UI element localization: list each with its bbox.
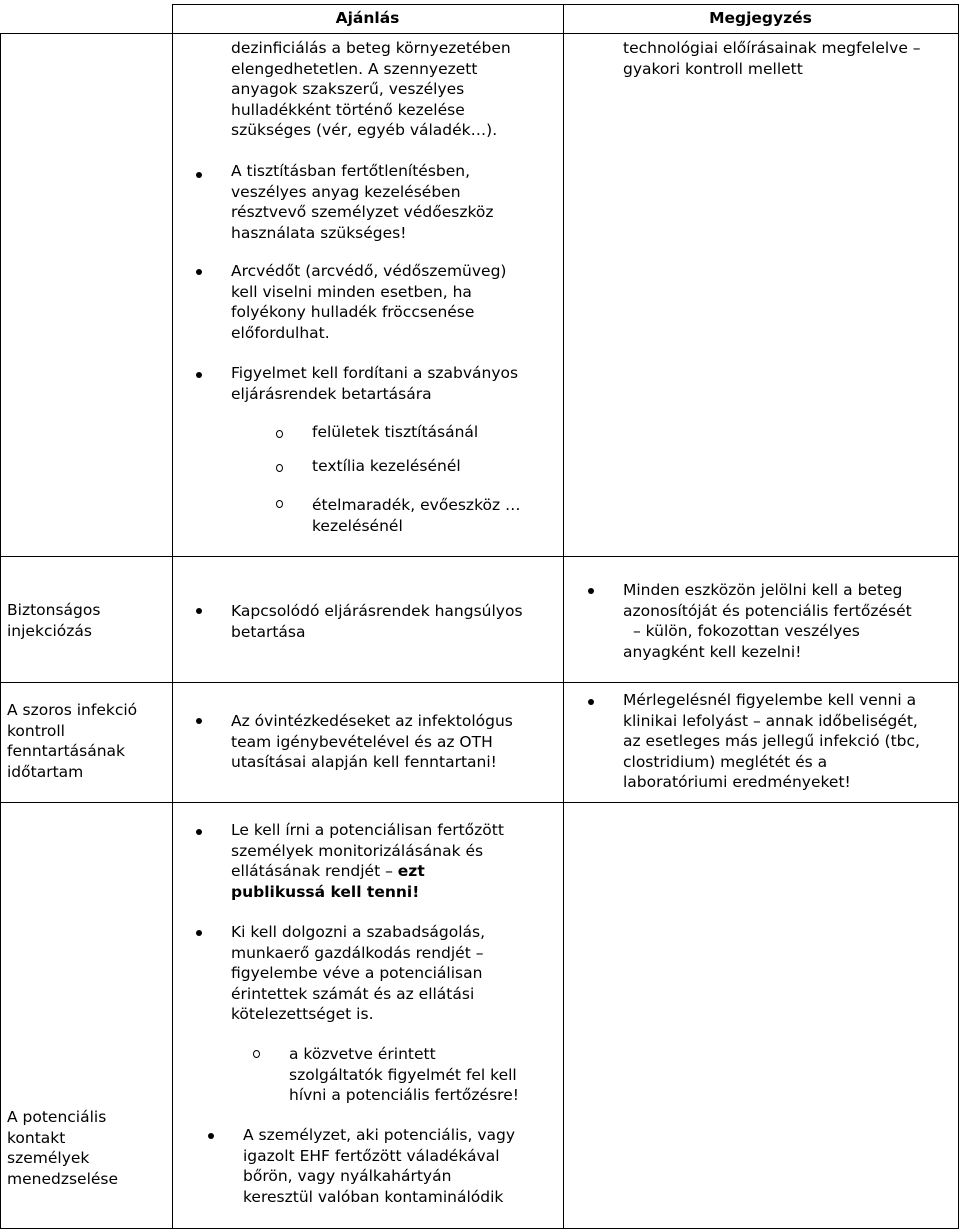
row1-bullet-procedures: Figyelmet kell fordítani a szabványos eljárásrendek betartására xyxy=(231,364,519,403)
row1-sub-surfaces: felületek tisztításánál xyxy=(312,423,479,441)
bullet-icon xyxy=(196,372,202,378)
row4-bold-emphasis-1: ezt xyxy=(397,862,425,880)
row1-paragraph: dezinficiálás a beteg környezetében elengedhetetlen. A szennyezett anyagok szakszerű, veszélyes hulladékként történő kezelése szükséges (vér, egyéb váladék…). xyxy=(231,39,511,139)
circle-bullet-icon xyxy=(276,500,283,508)
row3-label: A szoros infekció kontroll fenntartásának időtartam xyxy=(7,701,138,781)
table-border-left xyxy=(0,33,1,1229)
bullet-icon xyxy=(588,699,594,705)
col-divider-1 xyxy=(172,4,173,1229)
bullet-icon xyxy=(588,588,594,594)
row2-label: Biztonságos injekciózás xyxy=(7,601,101,640)
row4-bullet-monitoring: Le kell írni a potenciálisan fertőzött személyek monitorizálásának és ellátásának rendjét – ezt publikussá kell tenni! xyxy=(231,821,504,901)
bullet-icon xyxy=(196,829,202,835)
row1-bullet-faceshield: Arcvédőt (arcvédő, védőszemüveg) kell viselni minden esetben, ha folyékony hulladék fröccsenése előfordulhat. xyxy=(231,262,507,342)
row4-bullet-staff: A személyzet, aki potenciális, vagy igazolt EHF fertőzött váladékával bőrön, vagy nyálkahártyán keresztül valóban kontaminálódik xyxy=(243,1126,516,1206)
row2-note: Minden eszközön jelölni kell a beteg azonosítóját és potenciális fertőzését – külön, fokozottan veszélyes anyagként kell kezelni! xyxy=(623,581,912,661)
circle-bullet-icon xyxy=(253,1050,260,1058)
row-divider-2 xyxy=(0,682,959,683)
bullet-icon xyxy=(196,608,202,614)
row3-recommendation: Az óvintézkedéseket az infektológus team igénybevételével és az OTH utasításai alapján kell fenntartani! xyxy=(231,712,513,771)
row4-sub-providers: a közvetve érintett szolgáltatók figyelmét fel kell hívni a potenciális fertőzésre! xyxy=(289,1045,519,1104)
bullet-icon xyxy=(196,172,202,178)
row1-bullet-ppe: A tisztításban fertőtlenítésben, veszélyes anyag kezelésében résztvevő személyzet védőeszköz használata szükséges! xyxy=(231,162,494,242)
bullet-icon xyxy=(196,269,202,275)
row4-label: A potenciális kontakt személyek menedzselése xyxy=(7,1108,119,1188)
bullet-icon xyxy=(208,1133,214,1139)
row3-note: Mérlegelésnél figyelembe kell venni a klinikai lefolyást – annak időbeliségét, az esetleges más jellegű infekció (tbc, clostridium) meglétét és a laboratóriumi eredményeket! xyxy=(623,691,920,791)
table-border-top xyxy=(172,4,959,5)
circle-bullet-icon xyxy=(276,430,283,438)
bullet-icon xyxy=(196,930,202,936)
row-divider-3 xyxy=(0,802,959,803)
row1-sub-textiles: textília kezelésénél xyxy=(312,457,461,475)
header-divider xyxy=(0,33,959,34)
header-recommendation: Ajánlás xyxy=(335,9,400,27)
table-border-bottom xyxy=(0,1228,959,1229)
row2-recommendation: Kapcsolódó eljárásrendek hangsúlyos betartása xyxy=(231,602,523,641)
row4-bold-emphasis-2: publikussá kell tenni! xyxy=(231,882,420,901)
row-divider-1 xyxy=(0,556,959,557)
circle-bullet-icon xyxy=(276,464,283,472)
row4-bullet-workforce: Ki kell dolgozni a szabadságolás, munkaerő gazdálkodás rendjét – figyelembe véve a potenciálisan érintettek számát és az ellátási kötelezettséget is. xyxy=(231,923,486,1023)
bullet-icon xyxy=(196,718,202,724)
row1-sub-food: ételmaradék, evőeszköz … kezelésénél xyxy=(312,496,521,535)
row1-note: technológiai előírásainak megfelelve – gyakori kontroll mellett xyxy=(623,39,921,78)
col-divider-2 xyxy=(563,4,564,1229)
header-note: Megjegyzés xyxy=(709,9,812,27)
table-border-right xyxy=(958,4,959,1229)
